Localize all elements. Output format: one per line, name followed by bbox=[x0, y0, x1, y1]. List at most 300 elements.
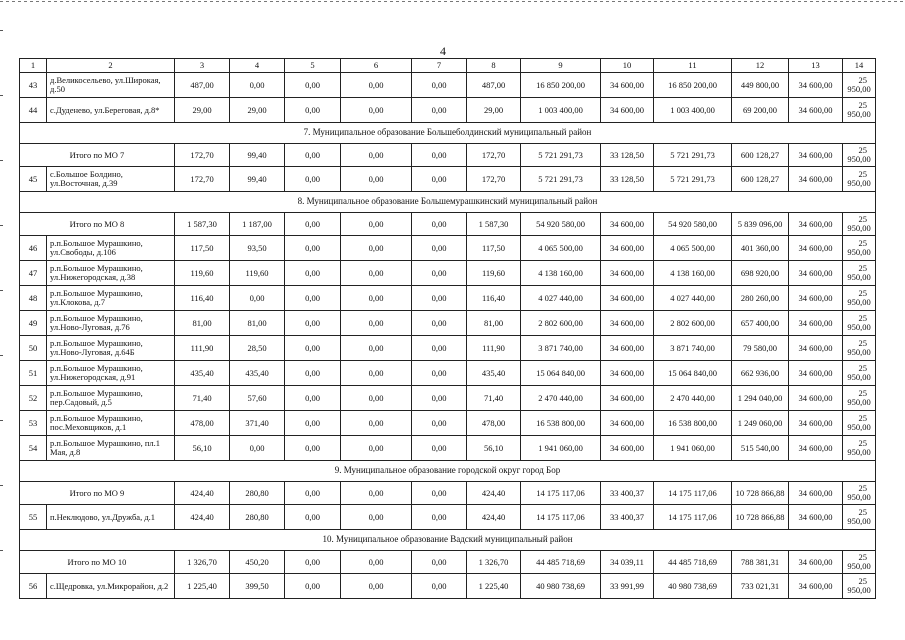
table-row bbox=[20, 236, 876, 261]
cell-value: 0,00 bbox=[285, 336, 341, 361]
cell-value: 401 360,00 bbox=[732, 236, 789, 261]
cell-value: 172,70 bbox=[175, 167, 230, 192]
cell-col14-line1: 25 bbox=[858, 413, 867, 424]
cell-value: 29,00 bbox=[175, 98, 230, 123]
cell-col14-line1: 25 bbox=[858, 100, 867, 111]
cell-value: 280,80 bbox=[230, 482, 285, 505]
cell-value: 0,00 bbox=[285, 144, 341, 167]
address-cell: р.п.Большое Мурашкино, пос.Меховщиков, д.1 bbox=[47, 411, 175, 436]
cell-col14-line2: 950,00 bbox=[847, 322, 871, 332]
total-row bbox=[20, 551, 876, 574]
cell-value: 0,00 bbox=[285, 286, 341, 311]
header-cell: 12 bbox=[732, 59, 789, 73]
cell-col14 bbox=[843, 236, 876, 261]
header-cell: 6 bbox=[341, 59, 412, 73]
row-number: 52 bbox=[20, 386, 47, 411]
cell-value: 5 839 096,00 bbox=[732, 213, 789, 236]
cell-value: 16 538 800,00 bbox=[521, 411, 601, 436]
cell-value: 0,00 bbox=[285, 482, 341, 505]
cell-value: 0,00 bbox=[285, 574, 341, 599]
cell-value: 0,00 bbox=[341, 73, 412, 98]
cell-value: 34 600,00 bbox=[601, 386, 654, 411]
cell-value: 0,00 bbox=[412, 286, 467, 311]
cell-value: 0,00 bbox=[412, 98, 467, 123]
cell-value: 34 600,00 bbox=[601, 436, 654, 461]
cell-value: 34 600,00 bbox=[601, 73, 654, 98]
cell-value: 34 600,00 bbox=[789, 551, 843, 574]
row-number: 45 bbox=[20, 167, 47, 192]
cell-value: 1 225,40 bbox=[175, 574, 230, 599]
cell-value: 117,50 bbox=[467, 236, 521, 261]
cell-value: 0,00 bbox=[412, 574, 467, 599]
cell-value: 5 721 291,73 bbox=[521, 144, 601, 167]
table-row bbox=[20, 436, 876, 461]
cell-col14-line2: 950,00 bbox=[847, 109, 871, 119]
cell-value: 280,80 bbox=[230, 505, 285, 530]
address-cell: р.п.Большое Мурашкино, пер.Садовый, д.5 bbox=[47, 386, 175, 411]
cell-value: 34 600,00 bbox=[789, 286, 843, 311]
header-cell: 7 bbox=[412, 59, 467, 73]
cell-value: 733 021,31 bbox=[732, 574, 789, 599]
cell-value: 34 600,00 bbox=[601, 236, 654, 261]
cell-value: 81,00 bbox=[467, 311, 521, 336]
cell-col14 bbox=[843, 336, 876, 361]
table-row bbox=[20, 361, 876, 386]
total-label: Итого по МО 9 bbox=[20, 482, 175, 505]
section-header-row bbox=[20, 461, 876, 482]
row-number: 43 bbox=[20, 73, 47, 98]
cell-value: 435,40 bbox=[175, 361, 230, 386]
address-cell: с.Щедровка, ул.Микрорайон, д.2 bbox=[47, 574, 175, 599]
cell-value: 1 294 040,00 bbox=[732, 386, 789, 411]
cell-value: 0,00 bbox=[412, 411, 467, 436]
top-border-line bbox=[0, 1, 905, 2]
cell-value: 4 027 440,00 bbox=[654, 286, 732, 311]
cell-value: 5 721 291,73 bbox=[654, 144, 732, 167]
cell-col14 bbox=[843, 73, 876, 98]
cell-col14-line1: 25 bbox=[858, 363, 867, 374]
cell-value: 16 850 200,00 bbox=[654, 73, 732, 98]
cell-value: 3 871 740,00 bbox=[521, 336, 601, 361]
cell-value: 34 600,00 bbox=[789, 73, 843, 98]
row-number: 49 bbox=[20, 311, 47, 336]
address-cell: р.п.Большое Мурашкино, ул.Свободы, д.106 bbox=[47, 236, 175, 261]
cell-value: 34 600,00 bbox=[789, 144, 843, 167]
cell-col14-line2: 950,00 bbox=[847, 178, 871, 188]
cell-value: 0,00 bbox=[412, 551, 467, 574]
cell-value: 5 721 291,73 bbox=[521, 167, 601, 192]
cell-value: 0,00 bbox=[285, 261, 341, 286]
cell-col14 bbox=[843, 551, 876, 574]
cell-value: 600 128,27 bbox=[732, 144, 789, 167]
cell-value: 172,70 bbox=[467, 167, 521, 192]
cell-value: 0,00 bbox=[412, 361, 467, 386]
address-cell: р.п.Большое Мурашкино, ул.Ново-Луговая, д.64Б bbox=[47, 336, 175, 361]
cell-value: 478,00 bbox=[175, 411, 230, 436]
header-cell: 4 bbox=[230, 59, 285, 73]
cell-value: 435,40 bbox=[467, 361, 521, 386]
cell-value: 1 003 400,00 bbox=[654, 98, 732, 123]
cell-col14-line2: 950,00 bbox=[847, 422, 871, 432]
cell-value: 34 600,00 bbox=[601, 98, 654, 123]
cell-col14 bbox=[843, 386, 876, 411]
cell-col14 bbox=[843, 436, 876, 461]
cell-value: 34 600,00 bbox=[601, 361, 654, 386]
cell-value: 33 128,50 bbox=[601, 144, 654, 167]
cell-value: 172,70 bbox=[467, 144, 521, 167]
cell-value: 0,00 bbox=[412, 436, 467, 461]
cell-value: 487,00 bbox=[175, 73, 230, 98]
cell-value: 34 600,00 bbox=[789, 98, 843, 123]
cell-value: 371,40 bbox=[230, 411, 285, 436]
cell-col14-line1: 25 bbox=[858, 263, 867, 274]
cell-value: 119,60 bbox=[467, 261, 521, 286]
data-table bbox=[19, 58, 876, 599]
table-row bbox=[20, 336, 876, 361]
cell-value: 0,00 bbox=[285, 167, 341, 192]
cell-col14-line2: 950,00 bbox=[847, 223, 871, 233]
cell-value: 424,40 bbox=[175, 482, 230, 505]
cell-col14 bbox=[843, 144, 876, 167]
cell-value: 44 485 718,69 bbox=[654, 551, 732, 574]
cell-col14 bbox=[843, 361, 876, 386]
row-number: 46 bbox=[20, 236, 47, 261]
cell-value: 0,00 bbox=[341, 286, 412, 311]
cell-value: 0,00 bbox=[412, 73, 467, 98]
cell-value: 117,50 bbox=[175, 236, 230, 261]
cell-value: 0,00 bbox=[341, 386, 412, 411]
cell-value: 0,00 bbox=[285, 551, 341, 574]
cell-value: 34 600,00 bbox=[789, 482, 843, 505]
cell-value: 16 538 800,00 bbox=[654, 411, 732, 436]
cell-col14-line2: 950,00 bbox=[847, 154, 871, 164]
address-cell: р.п.Большое Мурашкино, пл.1 Мая, д.8 bbox=[47, 436, 175, 461]
cell-col14 bbox=[843, 213, 876, 236]
cell-value: 0,00 bbox=[341, 144, 412, 167]
cell-value: 172,70 bbox=[175, 144, 230, 167]
cell-value: 14 175 117,06 bbox=[654, 505, 732, 530]
cell-value: 0,00 bbox=[412, 482, 467, 505]
cell-value: 28,50 bbox=[230, 336, 285, 361]
section-title: 9. Муниципальное образование городской округ город Бор bbox=[20, 461, 876, 482]
cell-value: 0,00 bbox=[285, 213, 341, 236]
cell-value: 4 065 500,00 bbox=[654, 236, 732, 261]
cell-value: 1 326,70 bbox=[467, 551, 521, 574]
cell-value: 81,00 bbox=[230, 311, 285, 336]
cell-value: 0,00 bbox=[341, 505, 412, 530]
cell-value: 4 027 440,00 bbox=[521, 286, 601, 311]
cell-value: 1 249 060,00 bbox=[732, 411, 789, 436]
row-number: 54 bbox=[20, 436, 47, 461]
cell-value: 1 326,70 bbox=[175, 551, 230, 574]
cell-col14-line1: 25 bbox=[858, 483, 867, 494]
cell-value: 0,00 bbox=[341, 236, 412, 261]
cell-value: 0,00 bbox=[341, 261, 412, 286]
page-number: 4 bbox=[440, 44, 446, 58]
cell-value: 0,00 bbox=[412, 144, 467, 167]
cell-value: 34 039,11 bbox=[601, 551, 654, 574]
cell-value: 4 138 160,00 bbox=[521, 261, 601, 286]
header-cell: 11 bbox=[654, 59, 732, 73]
cell-value: 34 600,00 bbox=[789, 311, 843, 336]
table-row bbox=[20, 411, 876, 436]
cell-value: 119,60 bbox=[175, 261, 230, 286]
cell-value: 1 003 400,00 bbox=[521, 98, 601, 123]
section-title: 7. Муниципальное образование Большеболдинский муниципальный район bbox=[20, 123, 876, 144]
cell-value: 33 400,37 bbox=[601, 505, 654, 530]
cell-value: 0,00 bbox=[285, 311, 341, 336]
cell-col14 bbox=[843, 574, 876, 599]
header-cell: 9 bbox=[521, 59, 601, 73]
cell-value: 14 175 117,06 bbox=[654, 482, 732, 505]
cell-value: 57,60 bbox=[230, 386, 285, 411]
cell-value: 0,00 bbox=[341, 436, 412, 461]
cell-value: 111,90 bbox=[467, 336, 521, 361]
section-header-row bbox=[20, 192, 876, 213]
cell-value: 4 138 160,00 bbox=[654, 261, 732, 286]
cell-value: 5 721 291,73 bbox=[654, 167, 732, 192]
cell-value: 0,00 bbox=[341, 574, 412, 599]
cell-value: 0,00 bbox=[341, 213, 412, 236]
cell-value: 34 600,00 bbox=[789, 361, 843, 386]
cell-value: 0,00 bbox=[412, 236, 467, 261]
cell-col14-line2: 950,00 bbox=[847, 516, 871, 526]
cell-value: 99,40 bbox=[230, 167, 285, 192]
cell-value: 450,20 bbox=[230, 551, 285, 574]
cell-value: 0,00 bbox=[285, 361, 341, 386]
cell-value: 34 600,00 bbox=[601, 411, 654, 436]
cell-col14-line2: 950,00 bbox=[847, 247, 871, 257]
cell-value: 2 802 600,00 bbox=[654, 311, 732, 336]
cell-col14-line1: 25 bbox=[858, 238, 867, 249]
cell-col14-line2: 950,00 bbox=[847, 84, 871, 94]
cell-value: 54 920 580,00 bbox=[654, 213, 732, 236]
cell-value: 0,00 bbox=[341, 551, 412, 574]
address-cell: р.п.Большое Мурашкино, ул.Ново-Луговая, д.76 bbox=[47, 311, 175, 336]
cell-col14-line1: 25 bbox=[858, 438, 867, 449]
cell-value: 34 600,00 bbox=[789, 574, 843, 599]
cell-value: 2 802 600,00 bbox=[521, 311, 601, 336]
cell-value: 487,00 bbox=[467, 73, 521, 98]
cell-value: 698 920,00 bbox=[732, 261, 789, 286]
cell-value: 119,60 bbox=[230, 261, 285, 286]
address-cell: д.Великосельево, ул.Широкая, д.50 bbox=[47, 73, 175, 98]
row-number: 50 bbox=[20, 336, 47, 361]
table-body bbox=[20, 59, 876, 599]
cell-col14-line1: 25 bbox=[858, 552, 867, 563]
cell-col14 bbox=[843, 261, 876, 286]
table-row bbox=[20, 261, 876, 286]
table-row bbox=[20, 98, 876, 123]
cell-value: 600 128,27 bbox=[732, 167, 789, 192]
cell-value: 0,00 bbox=[285, 98, 341, 123]
address-cell: с.Большое Болдино, ул.Восточная, д.39 bbox=[47, 167, 175, 192]
row-number: 56 bbox=[20, 574, 47, 599]
cell-value: 478,00 bbox=[467, 411, 521, 436]
table-row bbox=[20, 574, 876, 599]
cell-col14 bbox=[843, 98, 876, 123]
cell-col14-line1: 25 bbox=[858, 576, 867, 587]
row-number: 53 bbox=[20, 411, 47, 436]
cell-value: 15 064 840,00 bbox=[521, 361, 601, 386]
cell-value: 16 850 200,00 bbox=[521, 73, 601, 98]
cell-value: 34 600,00 bbox=[601, 311, 654, 336]
cell-value: 0,00 bbox=[412, 336, 467, 361]
cell-value: 111,90 bbox=[175, 336, 230, 361]
total-row bbox=[20, 482, 876, 505]
cell-value: 0,00 bbox=[341, 167, 412, 192]
cell-col14-line2: 950,00 bbox=[847, 447, 871, 457]
cell-value: 0,00 bbox=[341, 311, 412, 336]
cell-value: 280 260,00 bbox=[732, 286, 789, 311]
cell-value: 34 600,00 bbox=[601, 261, 654, 286]
cell-value: 71,40 bbox=[467, 386, 521, 411]
header-cell: 13 bbox=[789, 59, 843, 73]
total-label: Итого по МО 8 bbox=[20, 213, 175, 236]
total-row bbox=[20, 144, 876, 167]
cell-value: 424,40 bbox=[467, 505, 521, 530]
cell-value: 2 470 440,00 bbox=[654, 386, 732, 411]
cell-col14-line2: 950,00 bbox=[847, 372, 871, 382]
cell-value: 449 800,00 bbox=[732, 73, 789, 98]
cell-value: 33 128,50 bbox=[601, 167, 654, 192]
table-row bbox=[20, 286, 876, 311]
cell-value: 788 381,31 bbox=[732, 551, 789, 574]
cell-value: 3 871 740,00 bbox=[654, 336, 732, 361]
cell-col14-line2: 950,00 bbox=[847, 297, 871, 307]
cell-col14-line1: 25 bbox=[858, 507, 867, 518]
cell-col14-line1: 25 bbox=[858, 214, 867, 225]
cell-value: 34 600,00 bbox=[601, 213, 654, 236]
cell-value: 399,50 bbox=[230, 574, 285, 599]
cell-value: 0,00 bbox=[230, 286, 285, 311]
cell-value: 0,00 bbox=[412, 261, 467, 286]
cell-value: 0,00 bbox=[412, 167, 467, 192]
table-row bbox=[20, 505, 876, 530]
cell-value: 0,00 bbox=[285, 411, 341, 436]
cell-col14-line2: 950,00 bbox=[847, 492, 871, 502]
header-cell: 3 bbox=[175, 59, 230, 73]
cell-value: 10 728 866,88 bbox=[732, 482, 789, 505]
table-row bbox=[20, 73, 876, 98]
cell-col14-line1: 25 bbox=[858, 338, 867, 349]
cell-col14 bbox=[843, 311, 876, 336]
total-label: Итого по МО 10 bbox=[20, 551, 175, 574]
cell-value: 1 941 060,00 bbox=[654, 436, 732, 461]
cell-value: 33 991,99 bbox=[601, 574, 654, 599]
cell-value: 1 187,00 bbox=[230, 213, 285, 236]
row-number: 44 bbox=[20, 98, 47, 123]
cell-value: 44 485 718,69 bbox=[521, 551, 601, 574]
section-header-row bbox=[20, 530, 876, 551]
cell-value: 424,40 bbox=[175, 505, 230, 530]
cell-col14-line1: 25 bbox=[858, 145, 867, 156]
cell-value: 34 600,00 bbox=[789, 436, 843, 461]
cell-value: 0,00 bbox=[285, 73, 341, 98]
cell-col14-line2: 950,00 bbox=[847, 585, 871, 595]
address-cell: с.Дуденево, ул.Береговая, д.8* bbox=[47, 98, 175, 123]
header-cell: 2 bbox=[47, 59, 175, 73]
cell-value: 34 600,00 bbox=[789, 261, 843, 286]
cell-col14 bbox=[843, 505, 876, 530]
cell-value: 1 941 060,00 bbox=[521, 436, 601, 461]
cell-col14-line1: 25 bbox=[858, 313, 867, 324]
table-row bbox=[20, 386, 876, 411]
cell-value: 15 064 840,00 bbox=[654, 361, 732, 386]
cell-value: 34 600,00 bbox=[789, 167, 843, 192]
header-cell: 14 bbox=[843, 59, 876, 73]
header-row bbox=[20, 59, 876, 73]
cell-value: 79 580,00 bbox=[732, 336, 789, 361]
cell-value: 0,00 bbox=[341, 361, 412, 386]
cell-value: 29,00 bbox=[467, 98, 521, 123]
cell-col14-line1: 25 bbox=[858, 388, 867, 399]
cell-value: 0,00 bbox=[230, 73, 285, 98]
cell-value: 662 936,00 bbox=[732, 361, 789, 386]
cell-value: 69 200,00 bbox=[732, 98, 789, 123]
cell-value: 93,50 bbox=[230, 236, 285, 261]
row-number: 48 bbox=[20, 286, 47, 311]
cell-value: 34 600,00 bbox=[601, 336, 654, 361]
cell-value: 10 728 866,88 bbox=[732, 505, 789, 530]
cell-value: 0,00 bbox=[412, 386, 467, 411]
cell-value: 34 600,00 bbox=[789, 386, 843, 411]
table-row bbox=[20, 311, 876, 336]
cell-col14-line1: 25 bbox=[858, 169, 867, 180]
cell-value: 34 600,00 bbox=[789, 411, 843, 436]
cell-value: 657 400,00 bbox=[732, 311, 789, 336]
cell-col14-line2: 950,00 bbox=[847, 272, 871, 282]
cell-col14-line2: 950,00 bbox=[847, 397, 871, 407]
cell-value: 435,40 bbox=[230, 361, 285, 386]
address-cell: р.п.Большое Мурашкино, ул.Нижегородская, д.38 bbox=[47, 261, 175, 286]
cell-col14-line2: 950,00 bbox=[847, 561, 871, 571]
cell-value: 4 065 500,00 bbox=[521, 236, 601, 261]
cell-value: 99,40 bbox=[230, 144, 285, 167]
row-number: 55 bbox=[20, 505, 47, 530]
cell-col14-line1: 25 bbox=[858, 75, 867, 86]
header-cell: 8 bbox=[467, 59, 521, 73]
cell-value: 0,00 bbox=[341, 482, 412, 505]
cell-col14-line2: 950,00 bbox=[847, 347, 871, 357]
cell-value: 0,00 bbox=[230, 436, 285, 461]
cell-value: 14 175 117,06 bbox=[521, 482, 601, 505]
cell-value: 0,00 bbox=[412, 505, 467, 530]
cell-value: 1 587,30 bbox=[467, 213, 521, 236]
cell-value: 515 540,00 bbox=[732, 436, 789, 461]
cell-value: 0,00 bbox=[285, 436, 341, 461]
cell-value: 0,00 bbox=[412, 213, 467, 236]
cell-value: 34 600,00 bbox=[789, 236, 843, 261]
cell-value: 54 920 580,00 bbox=[521, 213, 601, 236]
cell-value: 0,00 bbox=[341, 98, 412, 123]
total-row bbox=[20, 213, 876, 236]
cell-col14 bbox=[843, 286, 876, 311]
cell-value: 0,00 bbox=[285, 505, 341, 530]
cell-value: 33 400,37 bbox=[601, 482, 654, 505]
cell-value: 81,00 bbox=[175, 311, 230, 336]
cell-value: 0,00 bbox=[412, 311, 467, 336]
cell-value: 40 980 738,69 bbox=[654, 574, 732, 599]
table-row bbox=[20, 167, 876, 192]
cell-value: 29,00 bbox=[230, 98, 285, 123]
cell-value: 56,10 bbox=[467, 436, 521, 461]
header-cell: 10 bbox=[601, 59, 654, 73]
cell-value: 34 600,00 bbox=[789, 336, 843, 361]
cell-value: 40 980 738,69 bbox=[521, 574, 601, 599]
left-page-edge bbox=[0, 0, 3, 640]
cell-value: 56,10 bbox=[175, 436, 230, 461]
